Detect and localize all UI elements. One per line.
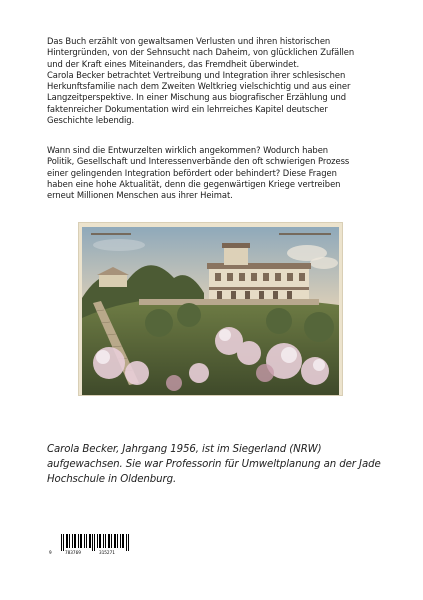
text-line: Das Buch erzählt von gewaltsamen Verlusten und ihren historischen [47,36,331,46]
text-line: Herkunftsfamilie nach dem Zweiten Weltkrieg vielschichtig und aus einer [47,81,351,92]
isbn-barcode [49,534,135,558]
text-line: aufgewachsen. Sie war Professorin für Umweltplanung an der Jade [47,458,381,470]
text-line: einer gelingenden Integration befördert oder behindert? Diese Fragen [47,167,337,178]
text-line: Carola Becker betrachtet Vertreibung und Integration ihrer schlesischen [47,69,346,80]
text-line: Hochschule in Oldenburg. [47,473,177,485]
description-paragraph-1 [47,36,377,126]
barcode-bars [49,534,135,551]
author-bio [47,443,387,487]
text-line: erneut Millionen Menschen aus ihrer Heimat. [47,190,233,201]
text-line: und der Kraft eines Miteinanders, das Fremdheit überwindet. [47,58,300,69]
postcard-image [79,223,342,395]
text-line: Geschichte lebendig. [47,115,135,126]
text-line: Hintergründen, von der Sehnsucht nach Daheim, von glücklichen Zufällen [47,47,355,58]
text-line: Langzeitperspektive. In einer Mischung aus biografischer Erzählung und [47,92,346,103]
postcard-illustration [79,223,342,395]
text-line: Politik, Gesellschaft und Interessenverbände den oft schwierigen Prozess [47,156,350,167]
text-line: Carola Becker, Jahrgang 1956, ist im Siegerland (NRW) [47,444,322,455]
barcode-group-2: 315271 [99,551,115,556]
text-line: Wann sind die Entwurzelten wirklich angekommen? Wodurch haben [47,145,329,155]
text-line: haben eine hohe Aktualität, denn die gegenwärtigen Kriege vertreiben [47,178,341,189]
description-paragraph-2 [47,145,377,201]
barcode-group-1: 783769 [65,551,81,556]
barcode-first-digit: 9 [49,551,52,556]
text-line: faktenreicher Dokumentation wird ein lehrreiches Kapitel deutscher [47,103,328,114]
